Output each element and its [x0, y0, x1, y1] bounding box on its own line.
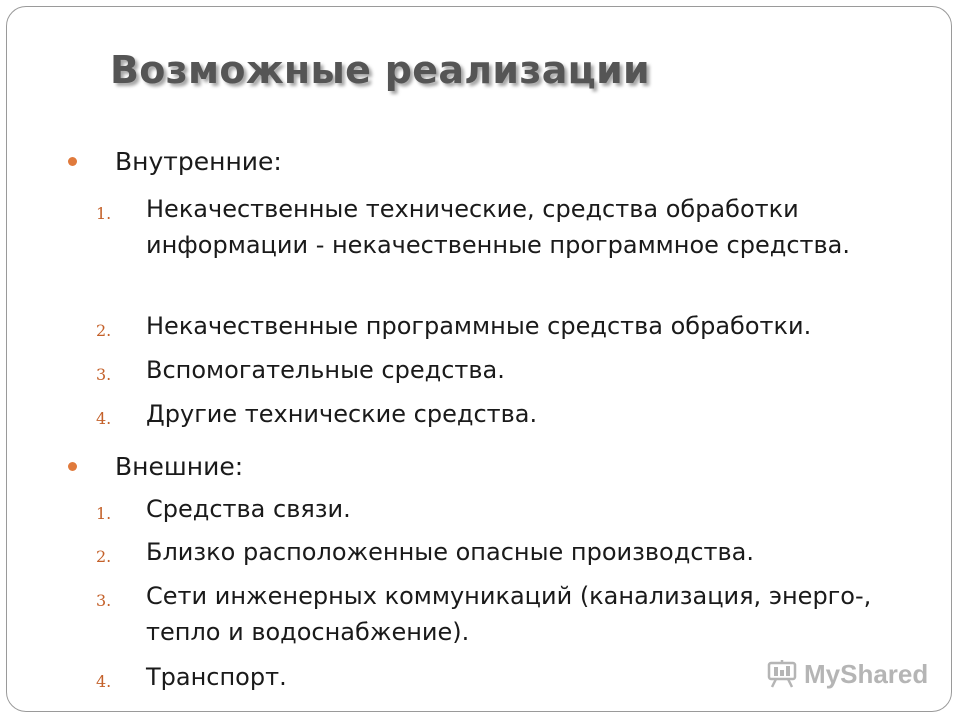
item-number: 2. [96, 547, 112, 566]
section-heading-external: Внешние: [115, 452, 244, 481]
item-number: 1. [96, 504, 112, 523]
item-number: 1. [96, 204, 112, 223]
item-number: 2. [96, 321, 112, 340]
slide-title: Возможные реализации [110, 48, 650, 92]
list-item: Средства связи. [146, 495, 351, 523]
section-heading-internal: Внутренние: [115, 147, 282, 176]
list-item: Вспомогательные средства. [146, 356, 505, 384]
bullet-dot [68, 462, 77, 471]
presentation-board-icon [766, 659, 798, 689]
list-item: Некачественные программные средства обработки. [146, 312, 812, 340]
list-item: Близко расположенные опасные производства. [146, 538, 754, 566]
item-number: 4. [96, 409, 112, 428]
list-item: Некачественные технические, средства обработки информации - некачественные программное средства. [146, 195, 850, 259]
mysharedwatermark [766, 656, 928, 692]
watermark-logo-text: MyShared [804, 658, 929, 689]
item-number: 3. [96, 591, 112, 610]
bullet-dot [68, 157, 77, 166]
item-number: 4. [96, 672, 112, 691]
list-item: Транспорт. [146, 663, 287, 691]
list-item: Сети инженерных коммуникаций (канализация, энерго-, тепло и водоснабжение). [146, 582, 872, 646]
list-item: Другие технические средства. [146, 400, 538, 428]
item-number: 3. [96, 365, 112, 384]
